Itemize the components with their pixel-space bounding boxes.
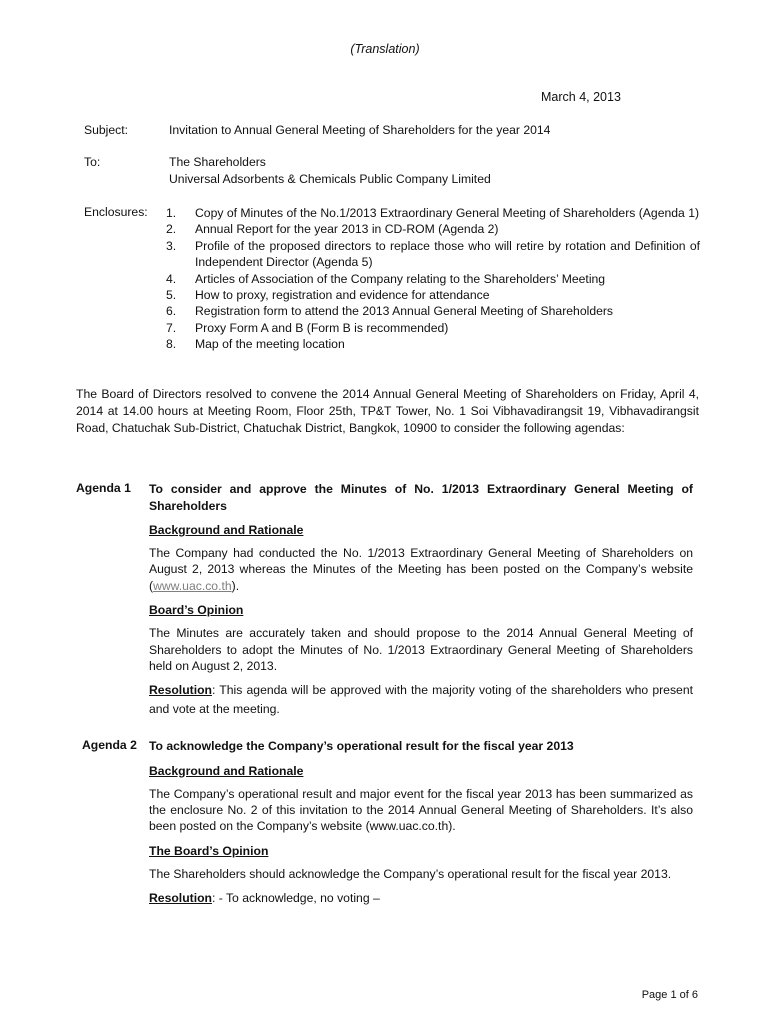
enclosure-text: Annual Report for the year 2013 in CD-ROM (Agenda 2) (195, 222, 499, 237)
enclosure-number: 3. (166, 238, 177, 253)
subject-text: Invitation to Annual General Meeting of Shareholders for the year 2014 (169, 123, 551, 137)
agenda-2-resolution: Resolution: - To acknowledge, no voting – (149, 891, 380, 906)
resolution-label: Resolution (149, 683, 212, 698)
agenda-2-opinion-heading: The Board’s Opinion (149, 843, 269, 858)
to-line-1: The Shareholders (169, 155, 266, 169)
enclosure-text: Registration form to attend the 2013 Annual General Meeting of Shareholders (195, 304, 614, 319)
agenda-1-resolution: Resolution: This agenda will be approved with the majority voting of the shareholders who present and vote at the meeting. (149, 683, 693, 717)
enclosure-number: 5. (166, 288, 177, 303)
agenda-1-label: Agenda 1 (76, 481, 131, 495)
enclosure-item (166, 221, 700, 237)
agenda-1-background-heading: Background and Rationale (149, 523, 304, 537)
enclosure-number: 6. (166, 304, 177, 319)
agenda-2-background-heading: Background and Rationale (149, 763, 304, 778)
enclosure-item (166, 287, 700, 303)
enclosure-item (166, 271, 700, 287)
agenda-2-opinion-text: The Shareholders should acknowledge the Company’s operational result for the fiscal year 2013. (149, 866, 672, 881)
agenda-2-title: To acknowledge the Company’s operational result for the fiscal year 2013 (149, 739, 574, 753)
agenda-2-label: Agenda 2 (82, 738, 137, 752)
enclosure-text: Articles of Association of the Company relating to the Shareholders’ Meeting (195, 271, 606, 286)
enclosure-number: 8. (166, 337, 177, 352)
agenda-2-background-text: The Company’s operational result and major event for the fiscal year 2013 has been summarized as the enclosure No. 2 of this invitation to the 2014 Annual General Meeting of Shareholders. It’s also been posted on the Company’s website (www.uac.co.th). (149, 786, 693, 834)
enclosure-item (166, 336, 700, 352)
enclosure-item (166, 320, 700, 336)
agenda-1-opinion-text: The Minutes are accurately taken and should propose to the 2014 Annual General Meeting of Shareholders to adopt the Minutes of No. 1/2013 Extraordinary General Meeting of Shareholders held on August 2, 2013. (149, 626, 693, 674)
enclosure-item (166, 238, 700, 271)
enclosure-text: Map of the meeting location (195, 337, 345, 352)
enclosure-number: 4. (166, 271, 177, 286)
agenda-1-background-text: The Company had conducted the No. 1/2013 Extraordinary General Meeting of Shareholders on August 2, 2013 whereas the Minutes of the Meeting has been posted on the Company’s website (www.uac.co.th). (149, 546, 693, 593)
intro-paragraph: The Board of Directors resolved to convene the 2014 Annual General Meeting of Shareholders on Friday, April 4, 2014 at 14.00 hours at Meeting Room, Floor 25th, TP&T Tower, No. 1 Soi Vibhavadirangsit 19, Vibhavadirangsit Road, Chatuchak Sub-District, Chatuchak District, Bangkok, 10900 to consider the following agendas: (76, 387, 699, 435)
enclosures-label: Enclosures: (84, 205, 148, 219)
enclosure-number: 7. (166, 320, 177, 335)
enclosure-item (166, 205, 700, 221)
to-label: To: (84, 155, 101, 169)
enclosure-number: 1. (166, 206, 177, 220)
enclosure-text: Copy of Minutes of the No.1/2013 Extraordinary General Meeting of Shareholders (Agenda 1) (195, 206, 700, 220)
translation-note: (Translation) (350, 42, 420, 56)
enclosures-list (166, 205, 700, 353)
agenda-2-section (149, 738, 693, 908)
enclosure-text: Proxy Form A and B (Form B is recommended) (195, 320, 449, 335)
letter-date: March 4, 2013 (541, 90, 621, 104)
company-website-link[interactable]: www.uac.co.th (153, 578, 232, 593)
enclosure-text: How to proxy, registration and evidence for attendance (195, 288, 490, 303)
agenda-1-opinion-heading: Board’s Opinion (149, 603, 244, 618)
enclosure-item (166, 303, 700, 319)
resolution-label: Resolution (149, 891, 212, 906)
subject-label: Subject: (84, 123, 129, 137)
agenda-1-title: To consider and approve the Minutes of No. 1/2013 Extraordinary General Meeting of Shareholders (149, 482, 693, 513)
agenda-1-section (149, 481, 693, 719)
to-line-2: Universal Adsorbents & Chemicals Public Company Limited (169, 172, 491, 186)
enclosure-text: Profile of the proposed directors to replace those who will retire by rotation and Definition of Independent Director (Agenda 5) (195, 238, 700, 270)
page-number: Page 1 of 6 (641, 989, 698, 1001)
enclosure-number: 2. (166, 222, 177, 237)
